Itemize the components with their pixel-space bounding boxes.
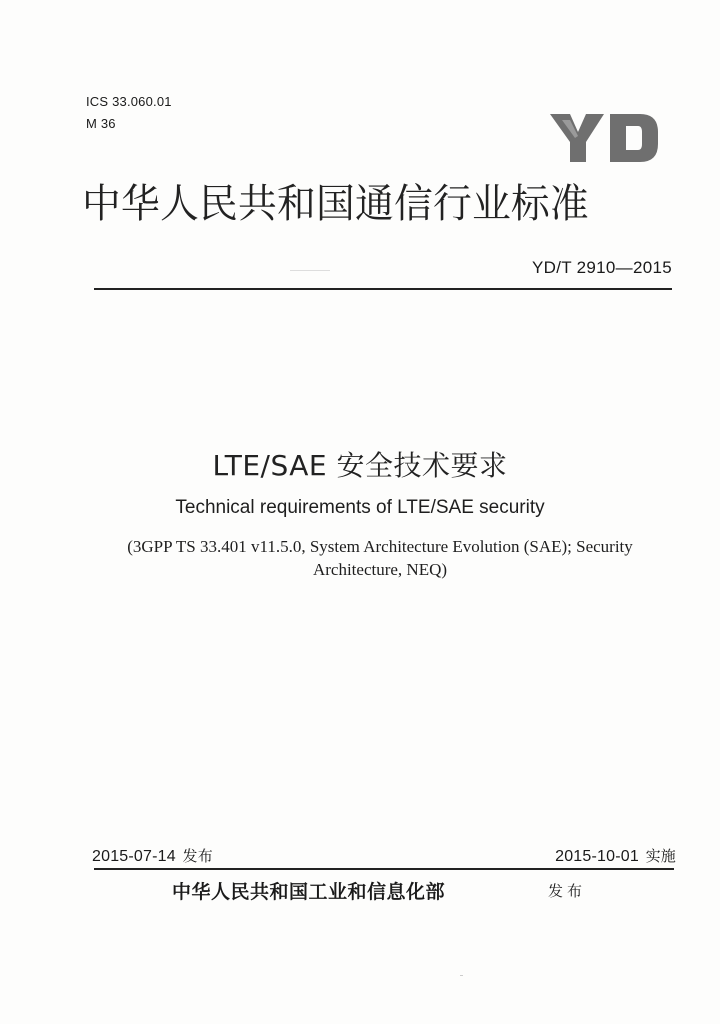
ics-code: ICS 33.060.01 [86,94,172,109]
implementation-date [555,845,676,866]
publisher-name: 中华人民共和国工业和信息化部 [172,881,446,903]
ccs-code: M 36 [86,116,116,131]
issue-date [92,845,213,866]
issue-label: 发布 [182,847,213,865]
equivalence-note [110,535,650,581]
implementation-date-value: 2015-10-01 [555,848,639,865]
publish-label: 发布 [548,882,587,900]
document-title-english: Technical requirements of LTE/SAE security [175,497,545,518]
yd-logo [548,112,660,164]
header-divider [94,288,672,290]
scan-speck [460,975,463,976]
standard-number: YD/T 2910—2015 [532,258,672,277]
issue-date-value: 2015-07-14 [92,848,176,865]
implementation-label: 实施 [645,847,676,865]
standard-category-title: 中华人民共和国通信行业标准 [82,181,589,227]
equivalence-note-line-2: Architecture, NEQ) [312,560,448,579]
equivalence-note-line-1: (3GPP TS 33.401 v11.5.0, System Architecture Evolution (SAE); Security [127,537,633,556]
scan-mark [290,270,330,271]
classification-codes [86,91,172,135]
footer-divider [94,868,674,870]
document-title-chinese: LTE/SAE 安全技术要求 [212,449,508,482]
